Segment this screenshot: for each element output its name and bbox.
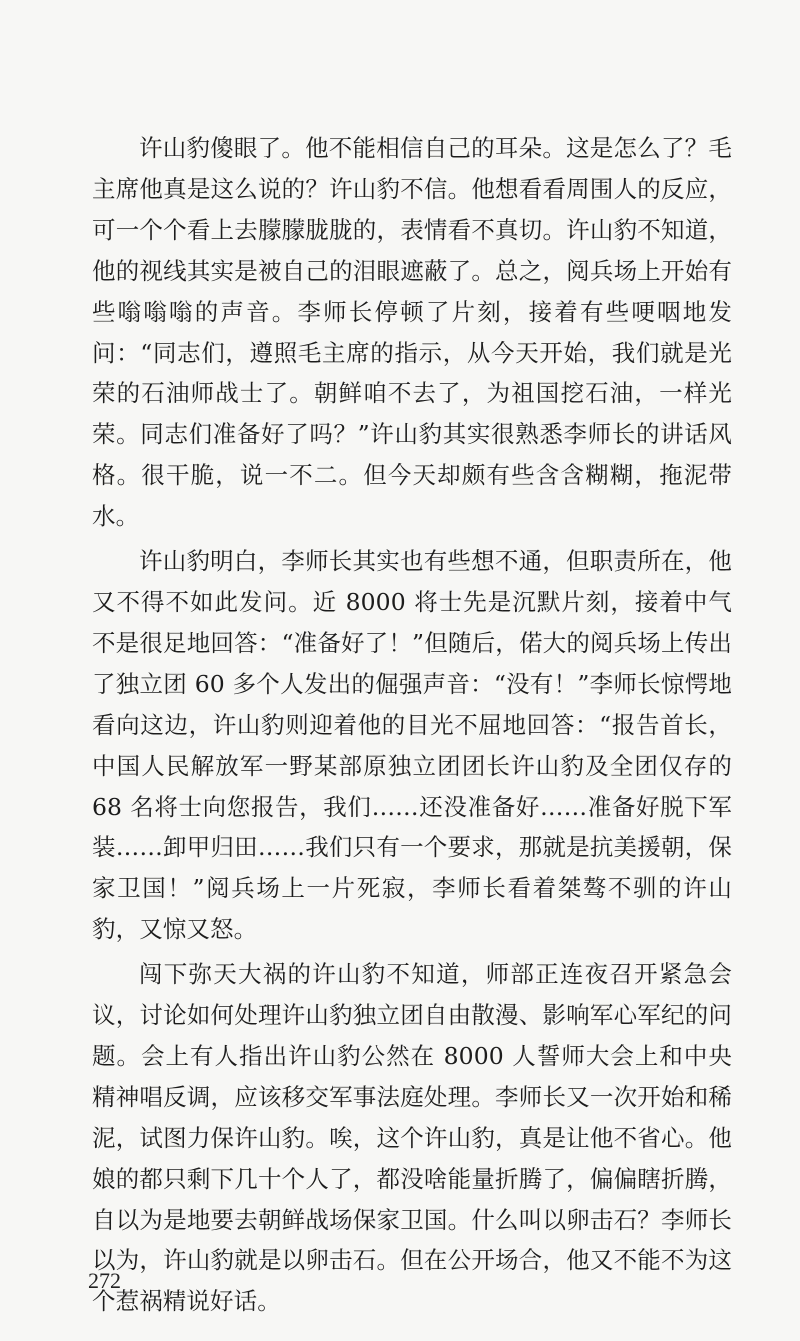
paragraph-3: 闯下弥天大祸的许山豹不知道，师部正连夜召开紧急会议，讨论如何处理许山豹独立团自由散漫、影响军心军纪的问题。会上有人指出许山豹公然在 8000 人誓师大会上和中央精神唱反调，应该移交军事法庭处理。李师长又一次开始和稀泥，试图力保许山豹。唉，这个许山豹，真是让他不省心。他娘的都只剩下几十个人了，都没啥能量折腾了，偏偏瞎折腾，自以为是地要去朝鲜战场保家卫国。什么叫以卵击石？李师长以为，许山豹就是以卵击石。但在公开场合，他又不能不为这个惹祸精说好话。 xyxy=(92,960,732,1316)
paragraph-2: 许山豹明白，李师长其实也有些想不通，但职责所在，他又不得不如此发问。近 8000 将士先是沉默片刻，接着中气不是很足地回答：“准备好了！”但随后，偌大的阅兵场上传出了独立团 60 多个人发出的倔强声音：“没有！”李师长惊愕地看向这边，许山豹则迎着他的目光不屈地回答：“报告首长，中国人民解放军一野某部原独立团团长许山豹及全团仅存的 68 名将士向您报告，我们……还没准备好……准备好脱下军装……卸甲归田……我们只有一个要求，那就是抗美援朝，保家卫国！”阅兵场上一片死寂，李师长看着桀骜不驯的许山豹，又惊又怒。 xyxy=(92,547,732,944)
page-number: 272 xyxy=(88,1268,121,1293)
body-text xyxy=(92,128,732,1322)
paragraph-1: 许山豹傻眼了。他不能相信自己的耳朵。这是怎么了？毛主席他真是这么说的？许山豹不信。他想看看周围人的反应，可一个个看上去朦朦胧胧的，表情看不真切。许山豹不知道，他的视线其实是被自己的泪眼遮蔽了。总之，阅兵场上开始有些嗡嗡嗡的声音。李师长停顿了片刻，接着有些哽咽地发问：“同志们，遵照毛主席的指示，从今天开始，我们就是光荣的石油师战士了。朝鲜咱不去了，为祖国挖石油，一样光荣。同志们准备好了吗？”许山豹其实很熟悉李师长的讲话风格。很干脆，说一不二。但今天却颇有些含含糊糊，拖泥带水。 xyxy=(92,134,732,531)
